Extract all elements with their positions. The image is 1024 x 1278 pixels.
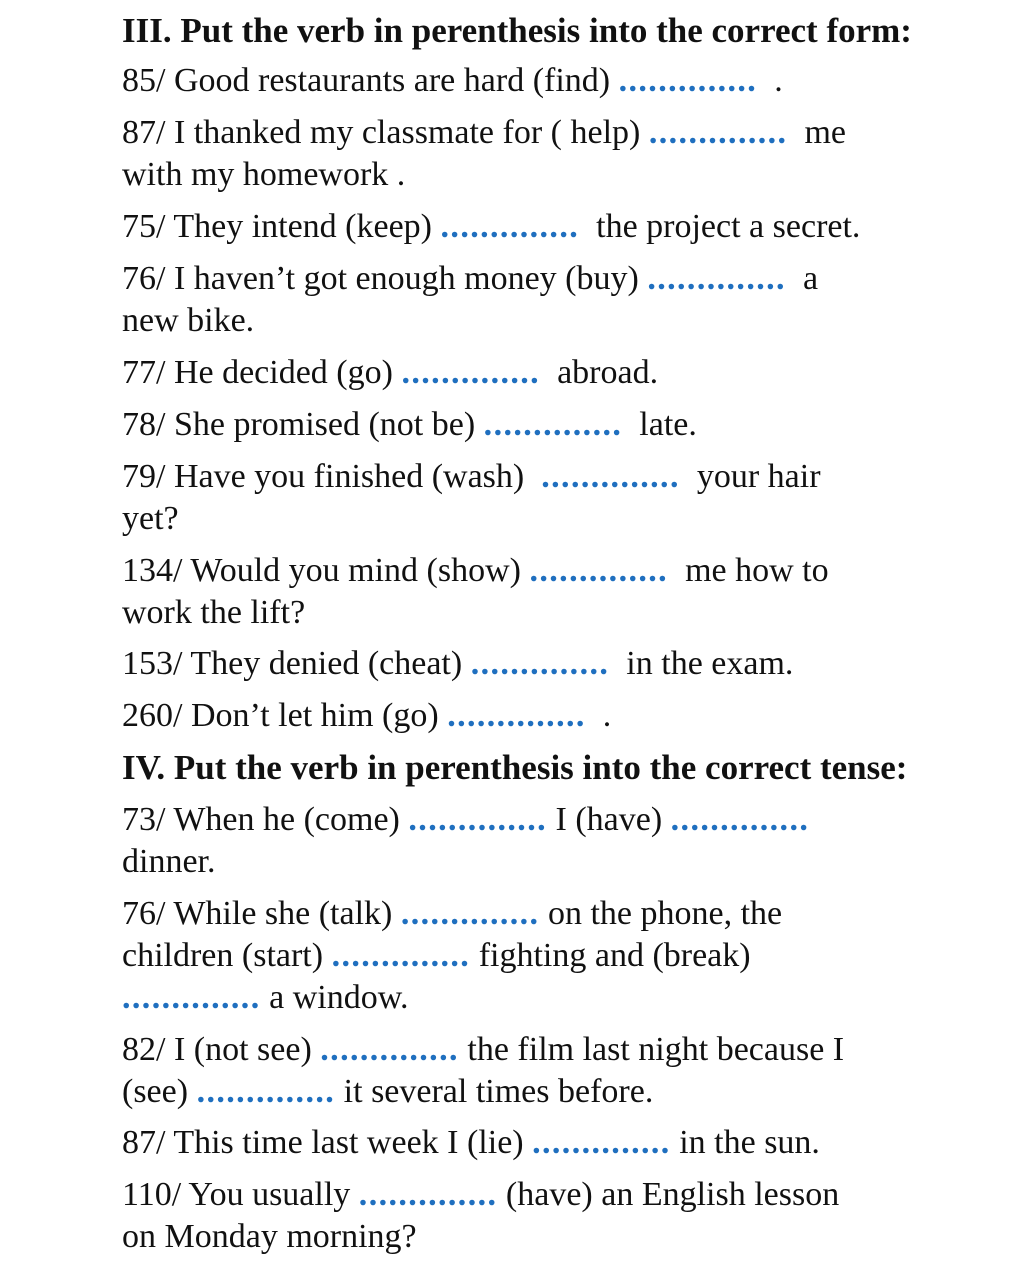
exercise-text: fighting and (break) [470, 937, 751, 974]
answer-blank[interactable]: .............. [470, 645, 610, 682]
answer-blank[interactable]: .............. [483, 406, 623, 443]
exercise-line [122, 1174, 839, 1216]
answer-blank[interactable]: .............. [408, 801, 547, 838]
exercise-text: 76/ I haven’t got enough money (buy) [122, 260, 648, 297]
exercise-text: late. [622, 406, 697, 443]
exercise-line [122, 695, 611, 737]
answer-blank[interactable]: .............. [196, 1073, 336, 1110]
exercise-text: 87/ This time last week I (lie) [122, 1124, 533, 1161]
answer-blank[interactable]: .............. [670, 801, 810, 838]
exercise-text: the film last night because I [458, 1031, 845, 1068]
exercise-text: new bike. [122, 302, 255, 339]
exercise-text: in the exam. [609, 645, 794, 682]
exercise-text: 134/ Would you mind (show) [122, 552, 530, 589]
exercise-text: dinner. [122, 843, 216, 880]
answer-blank[interactable]: .............. [648, 114, 788, 151]
exercise-text: 85/ Good restaurants are hard (find) [122, 62, 619, 99]
exercise-line [122, 1122, 820, 1164]
exercise-line [122, 154, 405, 196]
exercise-line [122, 550, 829, 592]
exercise-line [122, 498, 179, 540]
answer-blank[interactable]: .............. [358, 1176, 498, 1213]
exercise-text: with my homework . [122, 156, 406, 193]
exercise-text: me [787, 114, 846, 151]
exercise-line [122, 841, 215, 883]
exercise-text: (have) an English lesson [497, 1176, 840, 1213]
exercise-line [122, 404, 697, 446]
exercise-line [122, 799, 809, 841]
exercise-text: children (start) [122, 937, 332, 974]
exercise-text: a [785, 260, 819, 297]
exercise-text: 82/ I (not see) [122, 1031, 321, 1068]
exercise-text: me how to [668, 552, 829, 589]
exercise-text: . [585, 697, 612, 734]
answer-blank[interactable]: .............. [401, 354, 541, 391]
exercise-text: (see) [122, 1073, 197, 1110]
exercise-text: yet? [122, 500, 179, 537]
answer-blank[interactable]: .............. [122, 979, 261, 1016]
exercise-text: 260/ Don’t let him (go) [122, 697, 448, 734]
exercise-line [122, 60, 783, 102]
exercise-line [122, 300, 254, 342]
exercise-line [122, 456, 821, 498]
answer-blank[interactable]: .............. [447, 697, 586, 734]
exercise-text: your hair [679, 458, 821, 495]
exercise-text: a window. [260, 979, 409, 1016]
exercise-text: I (have) [547, 801, 671, 838]
exercise-line [122, 643, 793, 685]
exercise-text: 76/ While she (talk) [122, 895, 401, 932]
answer-blank[interactable]: .............. [440, 208, 580, 245]
exercise-line [122, 1071, 653, 1113]
answer-blank[interactable]: .............. [618, 62, 758, 99]
exercise-text: abroad. [540, 354, 659, 391]
exercise-line [122, 1216, 417, 1258]
answer-blank[interactable]: .............. [541, 458, 680, 495]
exercise-text: 78/ She promised (not be) [122, 406, 484, 443]
exercise-text: on the phone, the [539, 895, 783, 932]
exercise-text: 77/ He decided (go) [122, 354, 402, 391]
exercise-text: on Monday morning? [122, 1218, 417, 1255]
exercise-text: 110/ You usually [122, 1176, 359, 1213]
exercise-text: the project a secret. [579, 208, 861, 245]
exercise-line [122, 112, 846, 154]
exercise-line [122, 893, 782, 935]
answer-blank[interactable]: .............. [647, 260, 786, 297]
section-heading: IV. Put the verb in perenthesis into the correct tense: [122, 748, 908, 787]
exercise-line [122, 977, 409, 1019]
exercise-text: 153/ They denied (cheat) [122, 645, 471, 682]
exercise-text: in the sun. [670, 1124, 820, 1161]
answer-blank[interactable]: .............. [529, 552, 669, 589]
exercise-line [122, 352, 658, 394]
answer-blank[interactable]: .............. [532, 1124, 671, 1161]
exercise-text: 87/ I thanked my classmate for ( help) [122, 114, 649, 151]
exercise-line [122, 258, 818, 300]
exercise-line [122, 935, 751, 977]
section-heading: III. Put the verb in perenthesis into the correct form: [122, 11, 912, 50]
exercise-line [122, 206, 860, 248]
exercise-text: 75/ They intend (keep) [122, 208, 441, 245]
exercise-text: 79/ Have you finished (wash) [122, 458, 542, 495]
exercise-text: work the lift? [122, 594, 306, 631]
exercise-line [122, 592, 305, 634]
exercise-line [122, 1029, 844, 1071]
exercise-text: it several times before. [335, 1073, 654, 1110]
exercise-text: . [757, 62, 783, 99]
exercise-text: 73/ When he (come) [122, 801, 409, 838]
answer-blank[interactable]: .............. [400, 895, 540, 932]
answer-blank[interactable]: .............. [320, 1031, 459, 1068]
answer-blank[interactable]: .............. [331, 937, 471, 974]
